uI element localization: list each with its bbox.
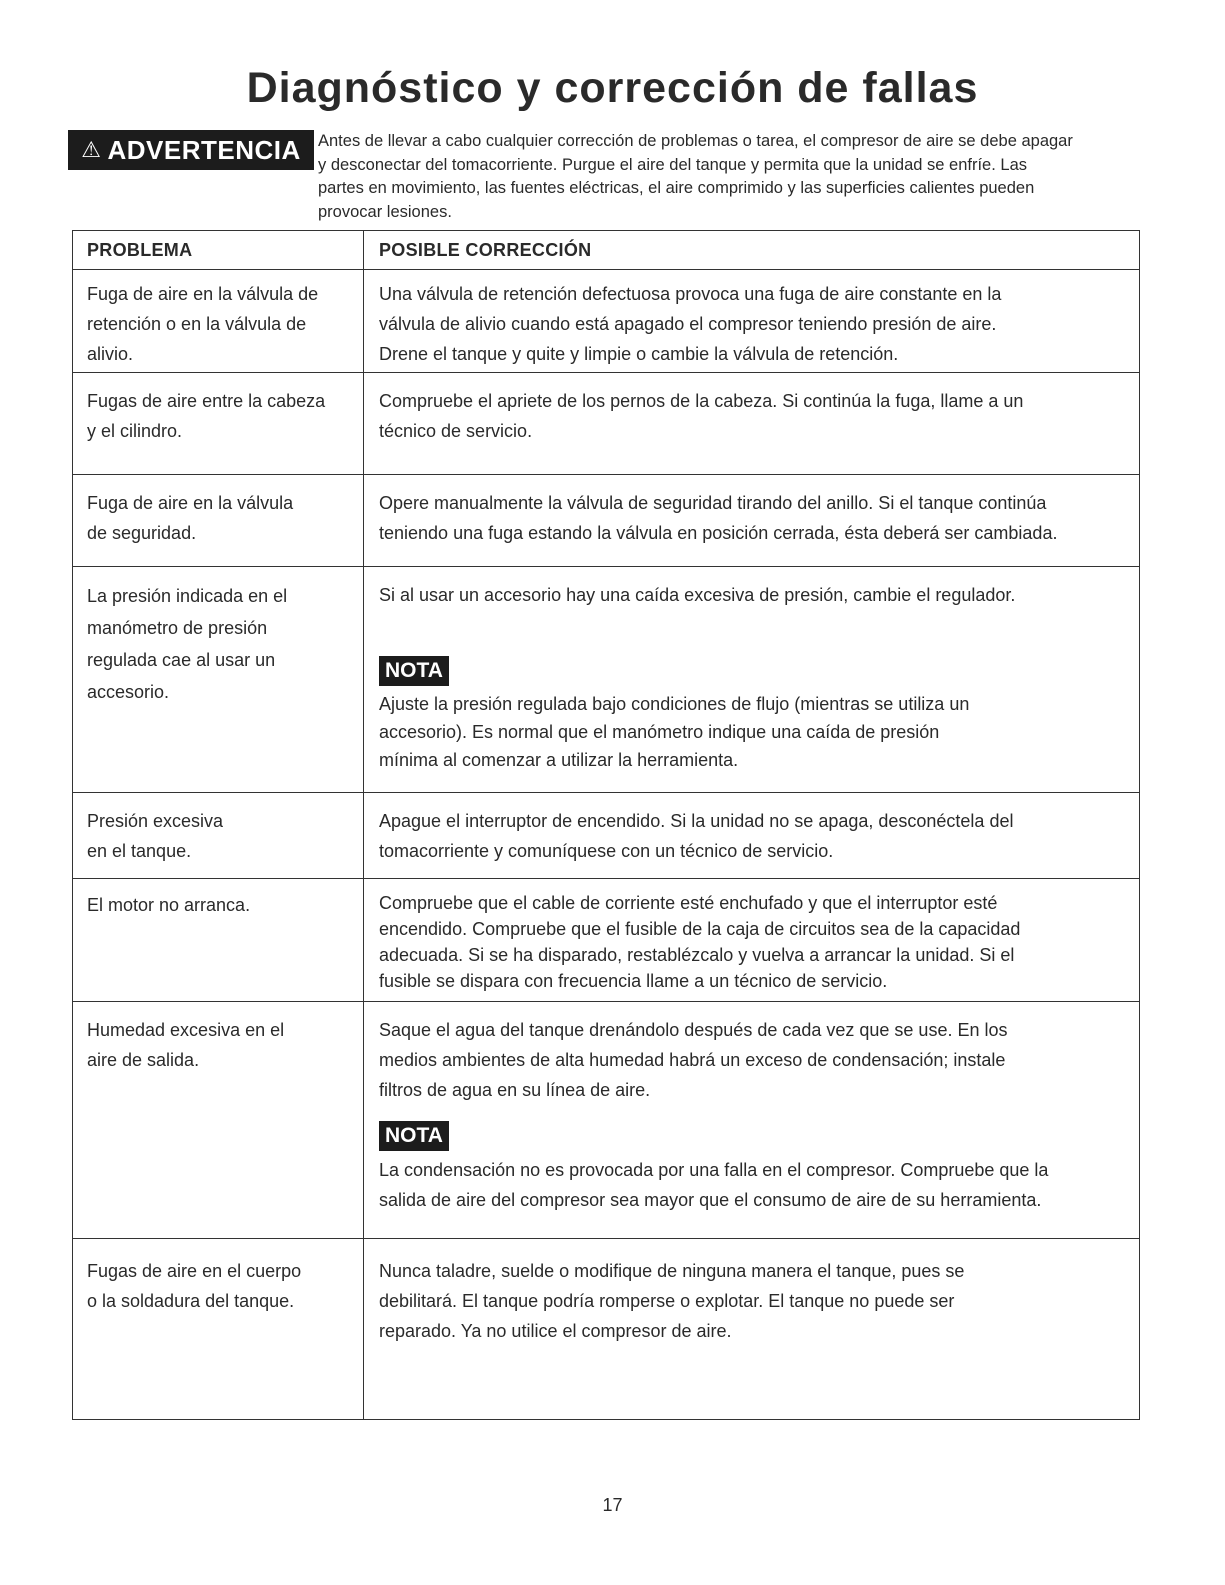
note-line: Ajuste la presión regulada bajo condiciones de flujo (mientras se utiliza un (379, 694, 970, 714)
problem-cell (87, 488, 355, 548)
header-correction: POSIBLE CORRECCIÓN (379, 240, 592, 260)
warning-line: y desconectar del tomacorriente. Purgue el aire del tanque y permita que la unidad se enfríe. Las (318, 155, 1028, 174)
warning-triangle-icon: ⚠ (81, 137, 102, 162)
warning-badge (68, 130, 314, 170)
warning-line: partes en movimiento, las fuentes eléctricas, el aire comprimido y las superficies calientes pueden (318, 179, 1035, 197)
table-row (73, 878, 1139, 1002)
table-row (73, 1001, 1139, 1239)
table-row (73, 1238, 1139, 1419)
table-row (73, 474, 1139, 567)
troubleshooting-table (72, 230, 1140, 1420)
warning-line: provocar lesiones. (318, 202, 452, 221)
correction-line: fusible se dispara con frecuencia llame a un técnico de servicio. (379, 971, 888, 991)
problem-line: aire de salida. (87, 1050, 200, 1070)
correction-line: Opere manualmente la válvula de seguridad tirando del anillo. Si el tanque continúa (379, 493, 1047, 513)
problem-cell (87, 279, 355, 369)
correction-line: filtros de agua en su línea de aire. (379, 1080, 651, 1100)
note-text (379, 690, 1131, 774)
note-line: La condensación no es provocada por una falla en el compresor. Compruebe que la (379, 1160, 1049, 1180)
problem-line: accesorio. (87, 682, 170, 702)
problem-line: alivio. (87, 344, 134, 364)
correction-line: debilitará. El tanque podría romperse o explotar. El tanque no puede ser (379, 1291, 955, 1311)
correction-cell (379, 580, 1131, 774)
problem-cell (87, 386, 355, 446)
correction-line: teniendo una fuga estando la válvula en posición cerrada, ésta deberá ser cambiada. (379, 523, 1058, 543)
correction-line: Si al usar un accesorio hay una caída excesiva de presión, cambie el regulador. (379, 585, 1016, 605)
correction-line: Apague el interruptor de encendido. Si la unidad no se apaga, desconéctela del (379, 811, 1014, 831)
problem-line: La presión indicada en el (87, 586, 288, 606)
problem-line: Presión excesiva (87, 811, 224, 831)
problem-cell (87, 1256, 355, 1316)
table-row (73, 269, 1139, 373)
table-row (73, 566, 1139, 793)
page-number: 17 (602, 1495, 623, 1515)
correction-cell (379, 386, 1131, 446)
problem-line: Fuga de aire en la válvula de (87, 284, 319, 304)
correction-line: reparado. Ya no utilice el compresor de aire. (379, 1321, 732, 1341)
correction-line: Nunca taladre, suelde o modifique de ninguna manera el tanque, pues se (379, 1261, 965, 1281)
warning-text (318, 130, 1148, 224)
table-header (73, 231, 1139, 270)
header-problem: PROBLEMA (87, 240, 193, 260)
correction-line: medios ambientes de alta humedad habrá un exceso de condensación; instale (379, 1050, 1006, 1070)
problem-cell (87, 580, 355, 708)
correction-cell (379, 806, 1131, 866)
problem-line: y el cilindro. (87, 421, 183, 441)
problem-cell (87, 1015, 355, 1075)
warning-badge-label: ADVERTENCIA (107, 134, 301, 165)
warning-line: Antes de llevar a cabo cualquier corrección de problemas o tarea, el compresor de aire se debe apagar (318, 132, 1073, 150)
note-badge: NOTA (379, 1121, 449, 1151)
correction-cell (379, 488, 1131, 548)
correction-line: encendido. Compruebe que el fusible de la caja de circuitos sea de la capacidad (379, 919, 1021, 939)
correction-line: Drene el tanque y quite y limpie o cambie la válvula de retención. (379, 344, 899, 364)
problem-line: de seguridad. (87, 523, 197, 543)
problem-line: retención o en la válvula de (87, 314, 307, 334)
problem-cell (87, 806, 355, 866)
correction-line: tomacorriente y comuníquese con un técnico de servicio. (379, 841, 834, 861)
table-row (73, 792, 1139, 879)
table-row (73, 372, 1139, 475)
note-line: salida de aire del compresor sea mayor que el consumo de aire de su herramienta. (379, 1190, 1042, 1210)
note-line: accesorio). Es normal que el manómetro indique una caída de presión (379, 722, 940, 742)
problem-line: en el tanque. (87, 841, 192, 861)
correction-line: válvula de alivio cuando está apagado el compresor teniendo presión de aire. (379, 314, 997, 334)
correction-cell (379, 1015, 1131, 1215)
problem-cell (87, 890, 355, 920)
correction-line: Una válvula de retención defectuosa provoca una fuga de aire constante en la (379, 284, 1002, 304)
problem-line: Fugas de aire en el cuerpo (87, 1261, 302, 1281)
note-text (379, 1155, 1131, 1215)
problem-line: o la soldadura del tanque. (87, 1291, 295, 1311)
problem-line: regulada cae al usar un (87, 650, 276, 670)
correction-line: adecuada. Si se ha disparado, restablézcalo y vuelva a arrancar la unidad. Si el (379, 945, 1015, 965)
problem-line: El motor no arranca. (87, 895, 251, 915)
correction-line: Compruebe que el cable de corriente esté enchufado y que el interruptor esté (379, 893, 998, 913)
problem-line: Fuga de aire en la válvula (87, 493, 294, 513)
correction-cell (379, 279, 1131, 369)
note-badge: NOTA (379, 656, 449, 686)
correction-line: Compruebe el apriete de los pernos de la cabeza. Si continúa la fuga, llame a un (379, 391, 1024, 411)
problem-line: manómetro de presión (87, 618, 268, 638)
correction-line: Saque el agua del tanque drenándolo después de cada vez que se use. En los (379, 1020, 1008, 1040)
correction-line: técnico de servicio. (379, 421, 533, 441)
problem-line: Fugas de aire entre la cabeza (87, 391, 326, 411)
note-line: mínima al comenzar a utilizar la herramienta. (379, 750, 739, 770)
page-title: Diagnóstico y corrección de fallas (246, 64, 979, 112)
problem-line: Humedad excesiva en el (87, 1020, 285, 1040)
correction-cell (379, 1256, 1131, 1346)
correction-cell (379, 890, 1131, 994)
